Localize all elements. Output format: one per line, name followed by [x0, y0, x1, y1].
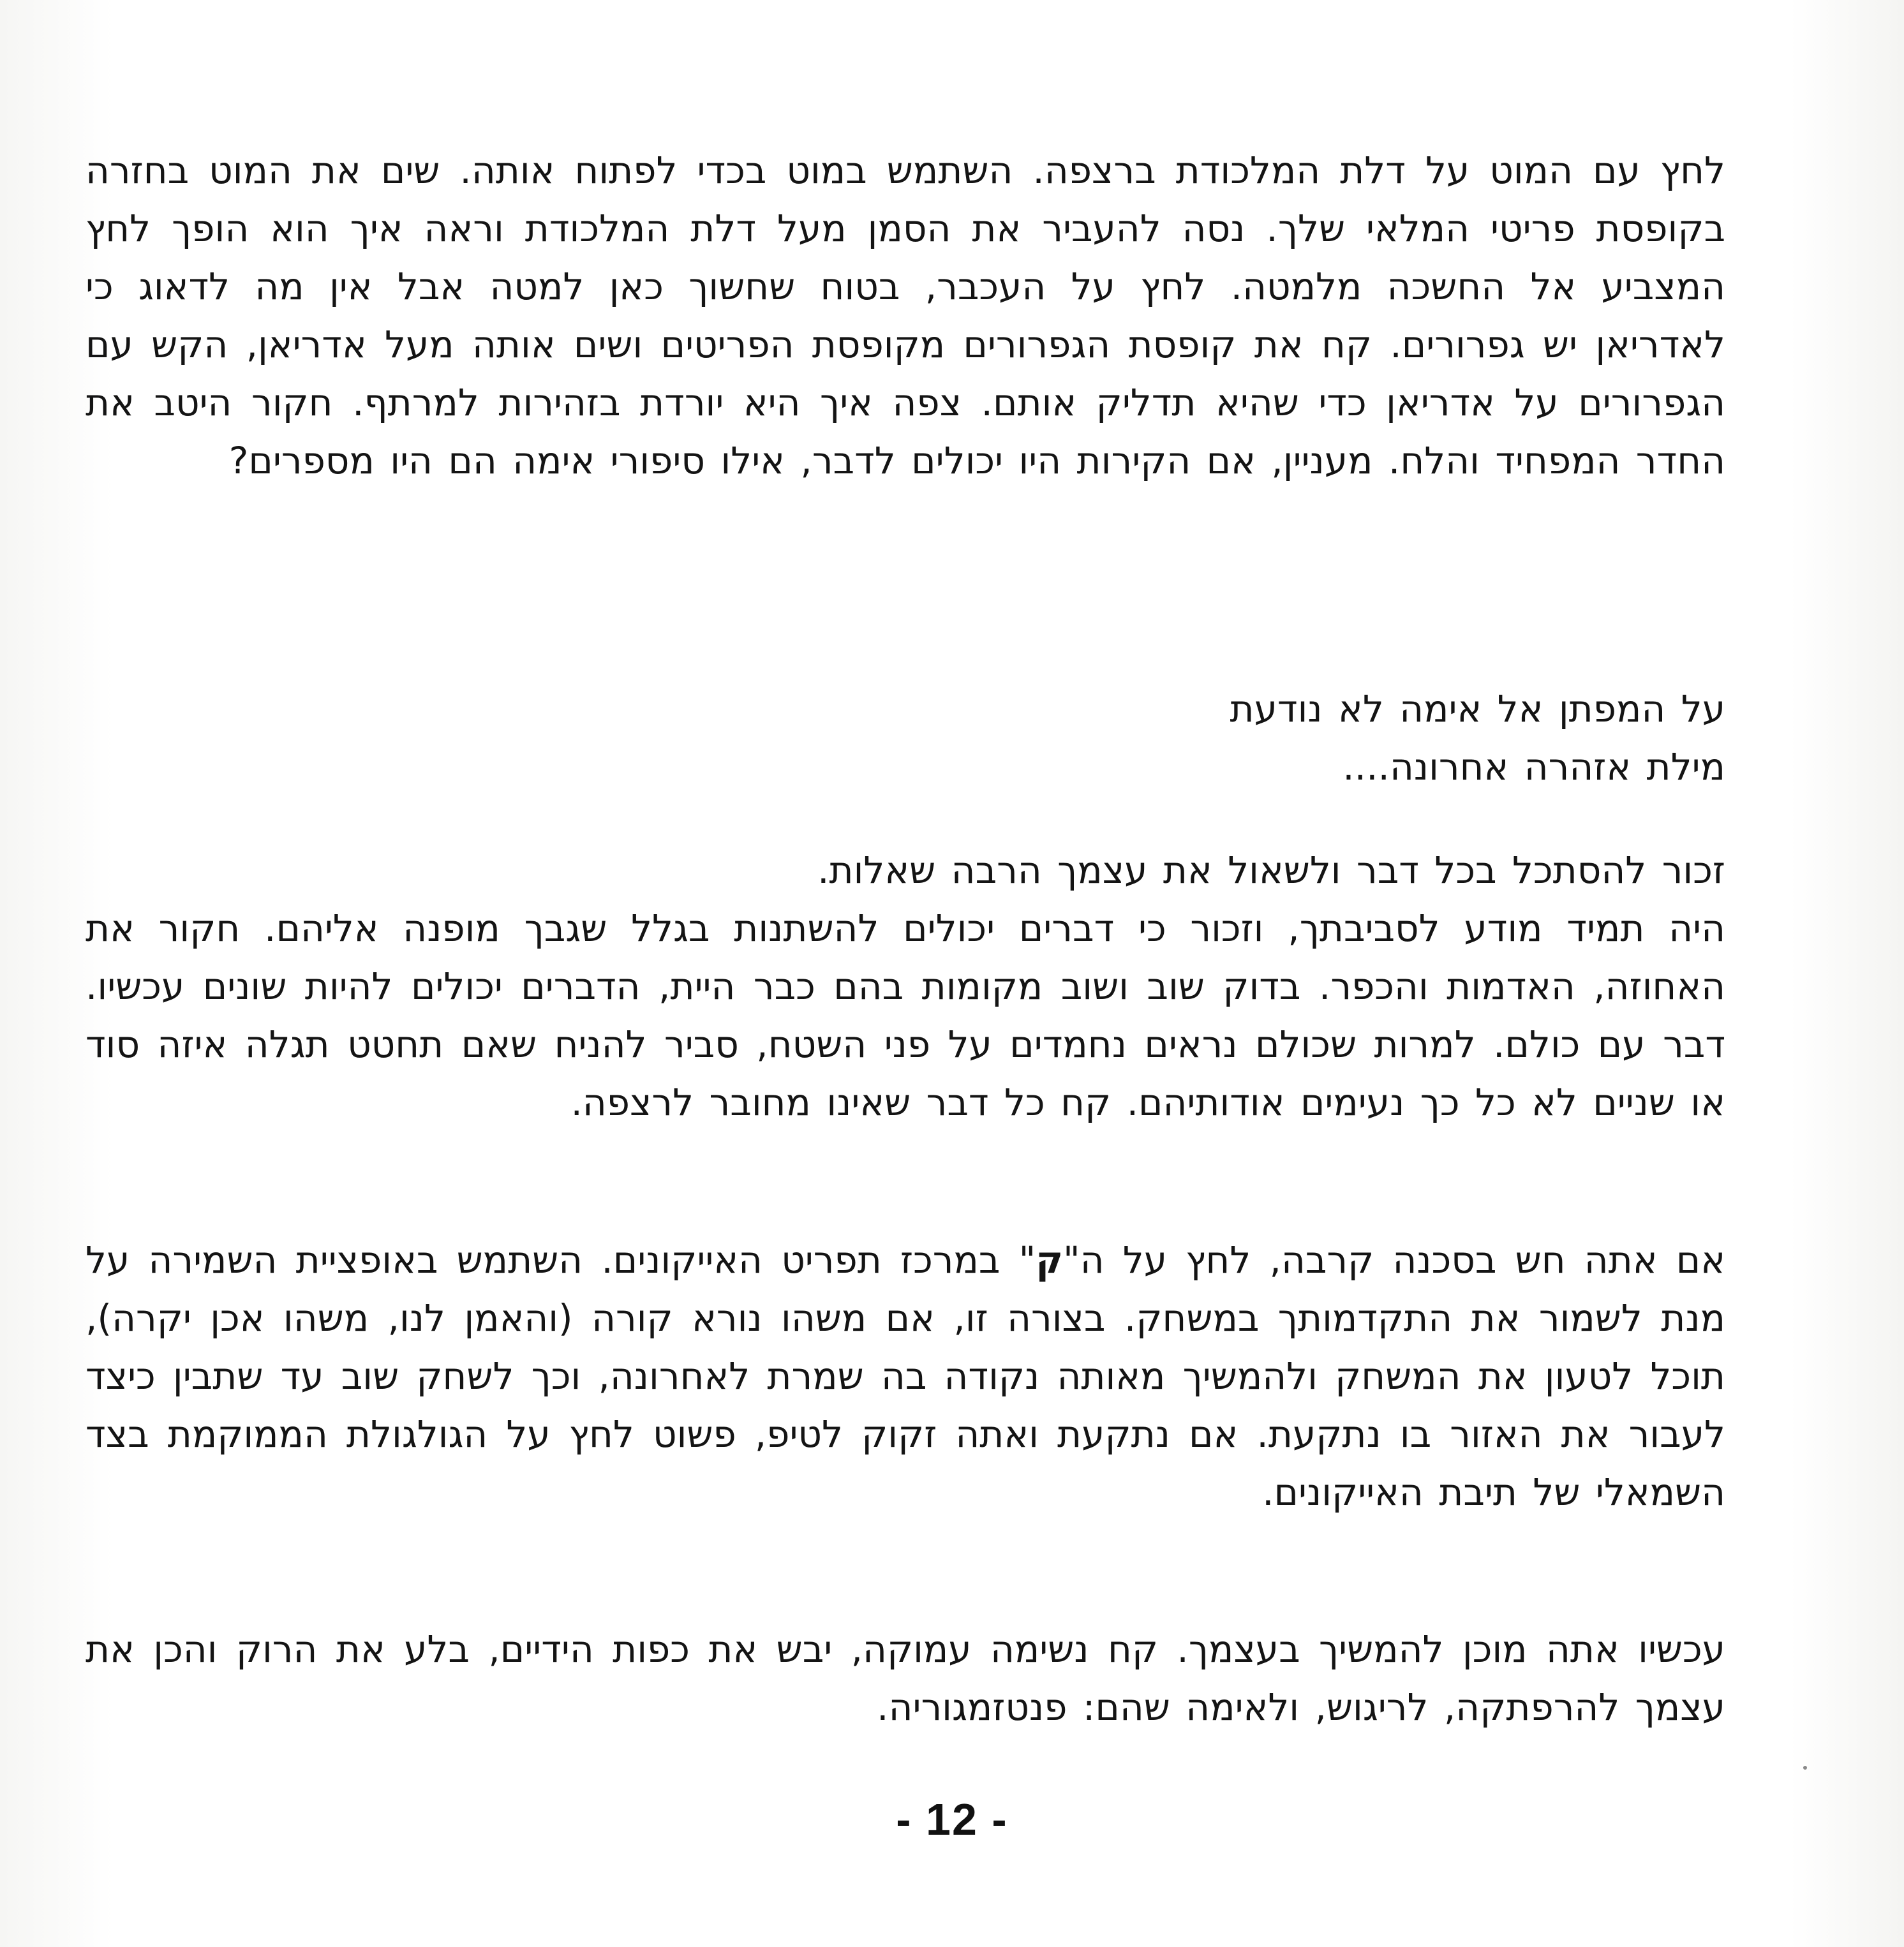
paragraph-closing	[86, 1620, 1725, 1736]
warning-heading	[86, 680, 1725, 796]
warning-heading-line-1: על המפתן אל אימה לא נודעת	[1230, 687, 1725, 730]
paragraph-text	[86, 1231, 1725, 1521]
paragraph-text: היה תמיד מודע לסביבתך, וזכור כי דברים יכולים להשתנות בגלל שגבך מופנה אליהם. חקור את האחוזה, האדמות והכפר. בדוק שוב ושוב מקומות בהם כבר היית, הדברים יכולים להיות שונים עכשיו. דבר עם כולם. למרות שכולם נראים נחמדים על פני השטח, סביר להניח שאם תחטט תגלה איזה סוד או שניים לא כל כך נעימים אודותיהם. קח כל דבר שאינו מחובר לרצפה.	[86, 907, 1725, 1124]
paragraph-text: לחץ עם המוט על דלת המלכודת ברצפה. השתמש במוט בכדי לפתוח אותה. שים את המוט בחזרה בקופסת פריטי המלאי שלך. נסה להעביר את הסמן מעל דלת המלכודת וראה איך הוא הופך לחץ המצביע אל החשכה מלמטה. לחץ על העכבר, בטוח שחשוך כאן למטה אבל אין מה לדאוג כי לאדריאן יש גפרורים. קח את קופסת הגפרורים מקופסת הפריטים ושים אותה מעל אדריאן, הקש עם הגפרורים על אדריאן כדי שהיא תדליק אותם. צפה איך היא יורדת בזהירות למרתף. חקור היטב את החדר המפחיד והלח. מעניין, אם הקירות היו יכולים לדבר, אילו סיפורי אימה הם היו מספרים?	[86, 149, 1725, 482]
bold-letter: ק	[1036, 1238, 1064, 1282]
paragraph-text: עכשיו אתה מוכן להמשיך בעצמך. קח נשימה עמוקה, יבש את כפות הידיים, בלע את הרוק והכן את עצמך להרפתקה, לריגוש, ולאימה שהם: פנטזמגוריה.	[86, 1627, 1725, 1729]
paragraph-exploration-tips	[86, 841, 1725, 1132]
paper-speck	[1803, 1766, 1807, 1770]
warning-heading-line-2: מילת אזהרה אחרונה....	[1342, 745, 1725, 788]
paragraph-text-start: אם אתה חש בסכנה קרבה, לחץ על ה"	[1063, 1238, 1725, 1282]
page-number: - 12 -	[896, 1795, 1008, 1844]
paragraph-save-tips	[86, 1231, 1725, 1521]
paragraph-trapdoor-instructions	[86, 142, 1725, 490]
paragraph-text-end: " במרכז תפריט האייקונים. השתמש באופציית השמירה על מנת לשמור את התקדמותך במשחק. בצורה זו, אם משהו נורא קורה (והאמן לנו, משהו אכן יקרה), תוכל לטעון את המשחק ולהמשיך מאותה נקודה בה שמרת לאחרונה, וכך לשחק שוב עד שתבין כיצד לעבור את האזור בו נתקעת. אם נתקעת ואתה זקוק לטיפ, פשוט לחץ על הגולגולת הממוקמת בצד השמאלי של תיבת האייקונים.	[86, 1238, 1725, 1514]
paragraph-first-line: זכור להסתכל בכל דבר ולשאול את עצמך הרבה שאלות.	[817, 848, 1725, 892]
